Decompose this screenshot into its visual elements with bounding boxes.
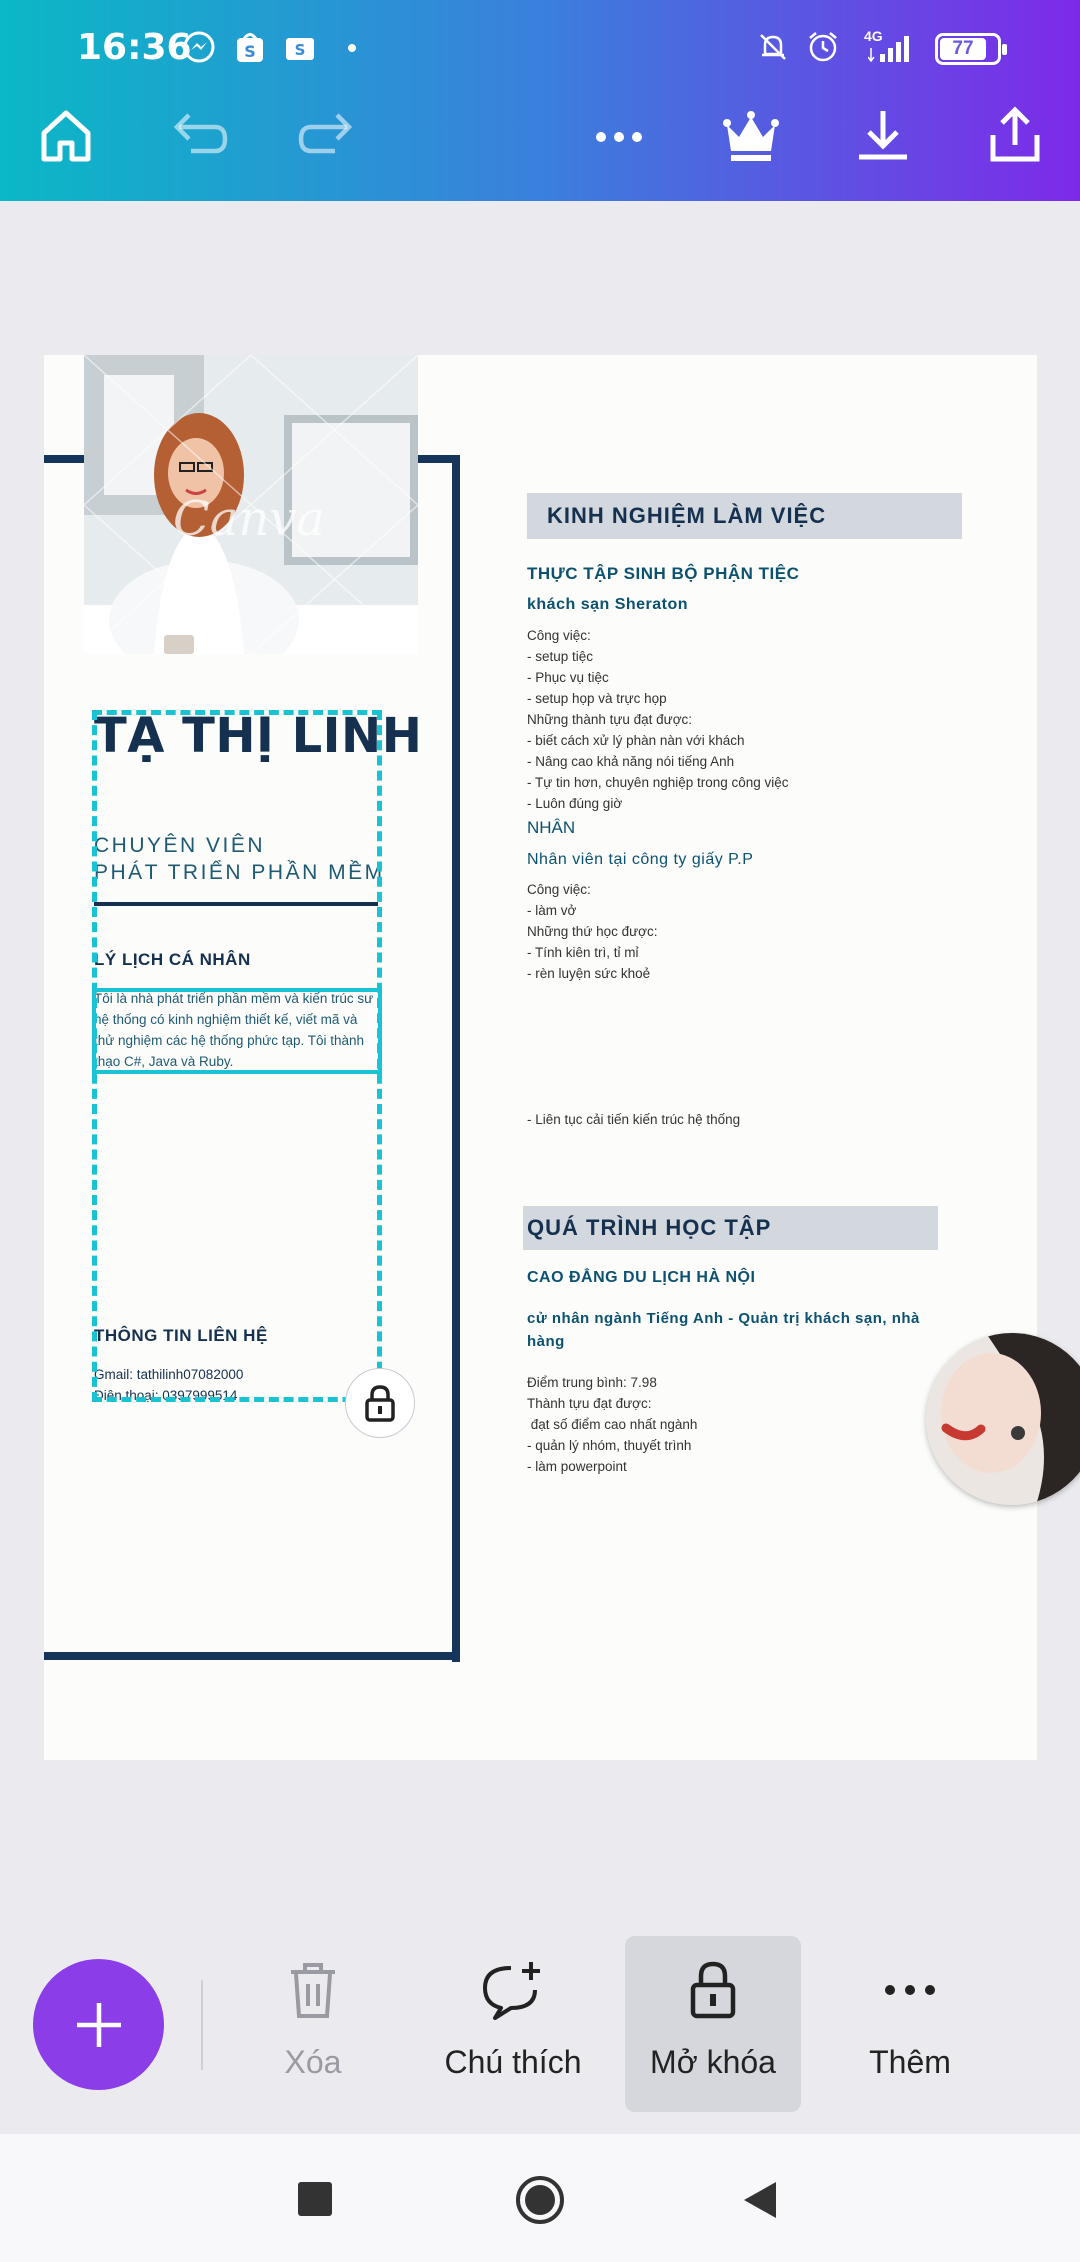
home-nav-button[interactable] <box>514 2174 566 2226</box>
job-title-line1: CHUYÊN VIÊN <box>94 834 266 857</box>
frame-right-line <box>452 455 460 1662</box>
job-title-line2: PHÁT TRIỂN PHẦN MỀM <box>94 861 385 884</box>
alarm-icon <box>806 30 840 64</box>
comment-label: Chú thích <box>444 2044 582 2080</box>
svg-text:S: S <box>244 42 256 61</box>
download-icon <box>853 105 913 165</box>
degree-line1: cử nhân ngành Tiếng Anh - Quản trị khách sạn, nhà <box>527 1310 920 1327</box>
contact-phone: Điện thoại: 0397999514 <box>94 1388 238 1403</box>
comment-add-icon <box>481 1960 545 2020</box>
system-navigation-bar <box>0 2134 1080 2262</box>
lock-badge-button[interactable] <box>345 1368 415 1438</box>
more-horizontal-icon <box>880 1960 940 2020</box>
delete-label: Xóa <box>284 2044 342 2080</box>
job1-line: - biết cách xử lý phàn nàn với khách <box>527 733 745 748</box>
share-button[interactable] <box>980 100 1050 170</box>
undo-icon <box>169 105 229 165</box>
degree-line2: hàng <box>527 1333 565 1350</box>
status-time: 16:36 <box>77 27 192 68</box>
back-nav-button[interactable] <box>740 2178 780 2222</box>
more-label: Thêm <box>869 2044 951 2080</box>
unlock-action[interactable] <box>625 1936 801 2112</box>
download-button[interactable] <box>848 100 918 170</box>
premium-button[interactable] <box>716 100 786 170</box>
job2-line: - rèn luyện sức khoẻ <box>527 966 651 981</box>
home-button[interactable] <box>31 100 101 170</box>
share-icon <box>985 105 1045 165</box>
contact-heading: THÔNG TIN LIÊN HỆ <box>94 1326 268 1345</box>
home-icon <box>36 105 96 165</box>
school-name: CAO ĐẲNG DU LỊCH HÀ NỘI <box>527 1269 756 1286</box>
profile-photo-image <box>84 355 418 654</box>
job1-line: - Luôn đúng giờ <box>527 796 623 811</box>
degree <box>527 1307 947 1353</box>
job2-company: Nhân viên tại công ty giấy P.P <box>527 851 754 868</box>
edu-line: Thành tựu đạt được: <box>527 1396 652 1411</box>
network-type: 4G <box>864 28 883 44</box>
edu-line: đạt số điểm cao nhất ngành <box>527 1417 698 1432</box>
job1-details <box>527 625 789 814</box>
more-action[interactable] <box>822 1936 998 2112</box>
selected-textbox-outline[interactable] <box>92 988 382 1074</box>
signal-icon <box>868 30 922 64</box>
lock-icon <box>687 1960 739 2020</box>
job2-title: NHÂN <box>527 818 576 837</box>
crown-icon <box>719 105 783 165</box>
shopee-icon <box>233 30 267 64</box>
lock-icon <box>360 1383 400 1423</box>
edu-line: - quản lý nhóm, thuyết trình <box>527 1438 692 1453</box>
edu-line: - làm powerpoint <box>527 1459 627 1474</box>
job2-details <box>527 879 658 984</box>
contact-email: Gmail: tathilinh07082000 <box>94 1367 244 1382</box>
battery-icon <box>935 33 1001 65</box>
job2-line: - Tính kiên trì, tỉ mỉ <box>527 945 639 960</box>
profile-text: Tôi là nhà phát triển phần mềm và kiến trúc sư hệ thống có kinh nghiệm thiết kế, viết mã và thử nghiệm các hệ thống phức tạp. Tôi thành thạo C#, Java và Ruby. <box>94 991 374 1069</box>
job1-line: - setup họp và trực họp <box>527 691 667 706</box>
job1-company: khách sạn Sheraton <box>527 596 689 613</box>
job1-title: THỰC TẬP SINH BỘ PHẬN TIỆC <box>527 564 800 583</box>
more-horizontal-icon <box>589 105 649 165</box>
frame-bottom-line <box>44 1652 460 1660</box>
job2-line: Những thứ học được: <box>527 924 658 939</box>
action-divider <box>201 1980 203 2070</box>
job1-line: - Phục vụ tiệc <box>527 670 609 685</box>
edu-line: Điểm trung bình: 7.98 <box>527 1375 657 1390</box>
undo-button[interactable] <box>164 100 234 170</box>
plus-icon <box>71 1997 127 2053</box>
add-element-button[interactable] <box>33 1959 164 2090</box>
job1-line: - Nâng cao khả năng nói tiếng Anh <box>527 754 735 769</box>
extra-line: - Liên tục cải tiến kiến trúc hệ thống <box>527 1112 741 1127</box>
resume-name: TẠ THỊ LINH <box>94 708 423 764</box>
unlock-label: Mở khóa <box>650 2044 776 2080</box>
redo-icon <box>297 105 357 165</box>
profile-photo[interactable] <box>84 355 418 654</box>
experience-heading: KINH NGHIỆM LÀM VIỆC <box>527 493 962 539</box>
education-details <box>527 1372 697 1477</box>
profile-heading: LÝ LỊCH CÁ NHÂN <box>94 950 251 969</box>
job1-line: Công việc: <box>527 628 591 643</box>
bell-muted-icon <box>756 30 790 64</box>
delete-action[interactable] <box>225 1936 401 2112</box>
svg-text:S: S <box>294 41 306 59</box>
comment-action[interactable] <box>425 1936 601 2112</box>
job2-line: Công việc: <box>527 882 591 897</box>
notification-dot-icon <box>335 30 369 64</box>
redo-button[interactable] <box>292 100 362 170</box>
job1-line: Những thành tựu đạt được: <box>527 712 693 727</box>
job1-line: - setup tiệc <box>527 649 594 664</box>
shopee-icon <box>283 30 317 64</box>
education-heading: QUÁ TRÌNH HỌC TẬP <box>523 1206 938 1250</box>
job2-line: - làm vở <box>527 903 577 918</box>
watermark-text: Canva <box>173 491 325 547</box>
trash-icon <box>287 1960 339 2020</box>
top-app-bar <box>0 0 1080 201</box>
messenger-icon <box>182 30 216 64</box>
status-bar <box>0 0 1080 96</box>
job1-line: - Tự tin hơn, chuyên nghiệp trong công việc <box>527 775 789 790</box>
more-options-button[interactable] <box>584 100 654 170</box>
recents-button[interactable] <box>298 2182 332 2216</box>
battery-level: 77 <box>940 38 986 60</box>
